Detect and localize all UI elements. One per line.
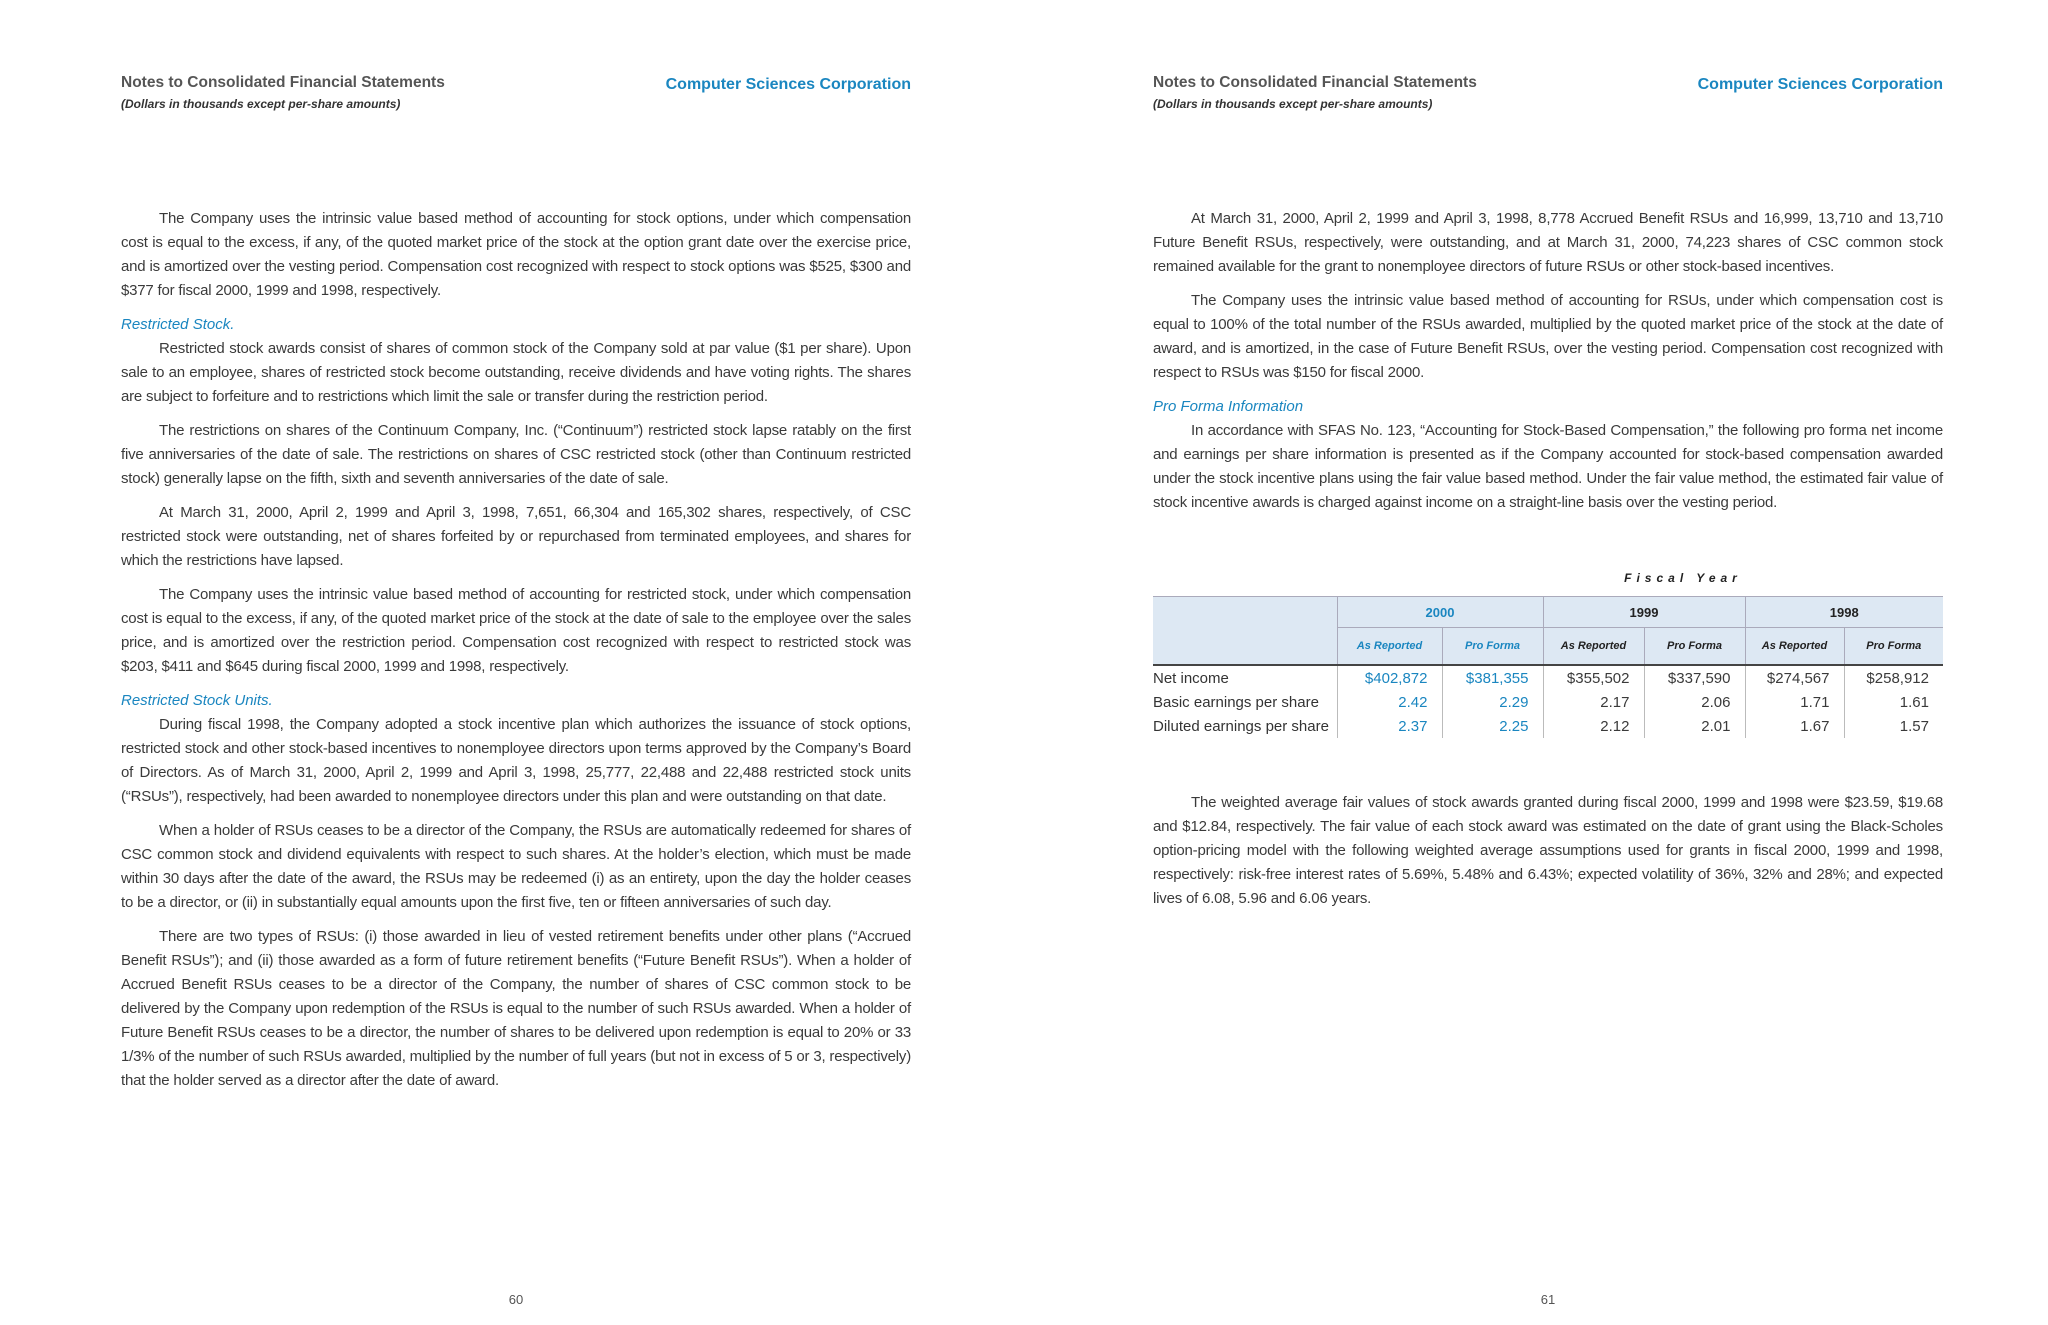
right-body-text-after-table — [1153, 791, 1943, 921]
right-page — [1153, 0, 1943, 1325]
column-header: Pro Forma — [1644, 628, 1745, 666]
paragraph: The Company uses the intrinsic value based method of accounting for restricted stock, under which compensation cost is equal to the excess, if any, of the quoted market price of the stock at the date of sale to the employee over the sales price, and is amortized over the restriction period. Compensation cost recognized with respect to restricted stock was $203, $411 and $645 during fiscal 2000, 1999 and 1998, respectively. — [121, 586, 911, 675]
header-subtitle: (Dollars in thousands except per-share amounts) — [121, 97, 401, 111]
year-header-row — [1153, 597, 1943, 628]
table-cell: $381,355 — [1442, 665, 1543, 690]
table-cell: 1.61 — [1844, 690, 1943, 714]
paragraph: The weighted average fair values of stock awards granted during fiscal 2000, 1999 and 1998 were $23.59, $19.68 and $12.84, respectively. The fair value of each stock award was estimated on the date of grant using the Black-Scholes option-pricing model with the following weighted average assumptions used for grants in fiscal 2000, 1999 and 1998, respectively: risk-free interest rates of 5.69%, 5.48% and 6.43%; expected volatility of 36%, 32% and 28%; and expected lives of 6.08, 5.96 and 6.06 years. — [1153, 794, 1943, 907]
year-header-1998: 1998 — [1745, 597, 1943, 628]
blank-header-cell — [1153, 628, 1337, 666]
page-number: 61 — [1540, 1292, 1556, 1307]
header-subtitle: (Dollars in thousands except per-share amounts) — [1153, 97, 1433, 111]
table-cell: $337,590 — [1644, 665, 1745, 690]
column-header: As Reported — [1745, 628, 1844, 666]
section-heading: Restricted Stock Units. — [121, 692, 273, 709]
column-header: Pro Forma — [1442, 628, 1543, 666]
page-header — [121, 74, 445, 111]
table-cell: 2.25 — [1442, 714, 1543, 738]
column-header: As Reported — [1543, 628, 1644, 666]
row-label: Diluted earnings per share — [1153, 717, 1329, 735]
section-heading: Pro Forma Information — [1153, 398, 1304, 415]
table-cell: 1.57 — [1844, 714, 1943, 738]
table-cell: $258,912 — [1844, 665, 1943, 690]
table-cell: 2.12 — [1543, 714, 1644, 738]
year-header-2000: 2000 — [1337, 597, 1543, 628]
blank-header-cell — [1153, 597, 1337, 628]
paragraph: There are two types of RSUs: (i) those awarded in lieu of vested retirement benefits under other plans (“Accrued Benefit RSUs”); and (ii) those awarded as a form of future retirement benefits (“Future Benefit RSUs”). When a holder of Accrued Benefit RSUs ceases to be a director of the Company, the number of shares of CSC common stock to be delivered by the Company upon redemption of the RSUs is equal to the number of such RSUs awarded. When a holder of Future Benefit RSUs ceases to be a director, the number of shares to be delivered upon redemption is equal to 20% or 33 1/3% of the number of such RSUs awarded, multiplied by the number of full years (but not in excess of 5 or 3, respectively) that the holder served as a director after the date of award. — [121, 928, 911, 1089]
paragraph: During fiscal 1998, the Company adopted a stock incentive plan which authorizes the issuance of stock options, restricted stock and other stock-based incentives to nonemployee directors upon terms approved by the Company’s Board of Directors. As of March 31, 2000, April 2, 1999 and April 3, 1998, 25,777, 22,488 and 22,488 restricted stock units (“RSUs”), respectively, had been awarded to nonemployee directors under this plan and were outstanding on that date. — [121, 716, 911, 805]
column-header: As Reported — [1337, 628, 1442, 666]
table-row — [1153, 665, 1943, 690]
table-row — [1153, 690, 1943, 714]
left-page — [121, 0, 911, 1325]
paragraph: The Company uses the intrinsic value based method of accounting for RSUs, under which compensation cost is equal to 100% of the total number of the RSUs awarded, multiplied by the quoted market price of the stock at the date of award, and is amortized, in the case of Future Benefit RSUs, over the vesting period. Compensation cost recognized with respect to RSUs was $150 for fiscal 2000. — [1153, 292, 1943, 381]
section-heading: Restricted Stock. — [121, 316, 235, 333]
header-title: Notes to Consolidated Financial Statements — [1153, 74, 1477, 91]
table-cell: 2.37 — [1337, 714, 1442, 738]
table-cell: 2.06 — [1644, 690, 1745, 714]
table-row — [1153, 714, 1943, 738]
page-header — [1153, 74, 1477, 111]
paragraph: At March 31, 2000, April 2, 1999 and April 3, 1998, 8,778 Accrued Benefit RSUs and 16,999, 13,710 and 13,710 Future Benefit RSUs, respectively, were outstanding, and at March 31, 2000, 74,223 shares of CSC common stock remained available for the grant to nonemployee directors of future RSUs or other stock-based incentives. — [1153, 210, 1943, 275]
header-corporation: Computer Sciences Corporation — [665, 76, 911, 93]
pro-forma-table — [1153, 596, 1943, 738]
paragraph: In accordance with SFAS No. 123, “Accounting for Stock-Based Compensation,” the following pro forma net income and earnings per share information is presented as if the Company accounted for stock-based compensation awarded under the stock incentive plans using the fair value based method. Under the fair value method, the estimated fair value of stock incentive awards is charged against income on a straight-line basis over the vesting period. — [1153, 422, 1943, 511]
header-title: Notes to Consolidated Financial Statements — [121, 74, 445, 91]
table-cell: 2.42 — [1337, 690, 1442, 714]
year-header-1999: 1999 — [1543, 597, 1745, 628]
page-number: 60 — [508, 1292, 524, 1307]
row-label: Basic earnings per share — [1153, 693, 1319, 711]
table-cell: $402,872 — [1337, 665, 1442, 690]
header-corporation: Computer Sciences Corporation — [1697, 76, 1943, 93]
paragraph: Restricted stock awards consist of shares of common stock of the Company sold at par value ($1 per share). Upon sale to an employee, shares of restricted stock become outstanding, receive dividends and have voting rights. The shares are subject to forfeiture and to restrictions which limit the sale or transfer during the restriction period. — [121, 340, 911, 405]
fiscal-year-label: Fiscal Year — [1624, 571, 1742, 585]
column-header: Pro Forma — [1844, 628, 1943, 666]
table-cell: 1.67 — [1745, 714, 1844, 738]
table-cell: 2.29 — [1442, 690, 1543, 714]
left-body-text — [121, 207, 911, 1103]
table-cell: $274,567 — [1745, 665, 1844, 690]
paragraph: The Company uses the intrinsic value based method of accounting for stock options, under which compensation cost is equal to the excess, if any, of the quoted market price of the stock at the option grant date over the exercise price, and is amortized over the vesting period. Compensation cost recognized with respect to stock options was $525, $300 and $377 for fiscal 2000, 1999 and 1998, respectively. — [121, 210, 911, 299]
right-body-text — [1153, 207, 1943, 525]
paragraph: When a holder of RSUs ceases to be a director of the Company, the RSUs are automatically redeemed for shares of CSC common stock and dividend equivalents with respect to such shares. At the holder’s election, which must be made within 30 days after the date of the award, the RSUs may be redeemed (i) as an entirety, upon the day the holder ceases to be a director, or (ii) in substantially equal amounts upon the first five, ten or fifteen anniversaries of such day. — [121, 822, 911, 911]
paragraph: The restrictions on shares of the Continuum Company, Inc. (“Continuum”) restricted stock lapse ratably on the first five anniversaries of the date of sale. The restrictions on shares of CSC restricted stock (other than Continuum restricted stock) generally lapse on the fifth, sixth and seventh anniversaries of the date of sale. — [121, 422, 911, 487]
table-cell: 2.01 — [1644, 714, 1745, 738]
table-cell: $355,502 — [1543, 665, 1644, 690]
table-cell: 2.17 — [1543, 690, 1644, 714]
table-cell: 1.71 — [1745, 690, 1844, 714]
row-label: Net income — [1153, 669, 1229, 687]
paragraph: At March 31, 2000, April 2, 1999 and April 3, 1998, 7,651, 66,304 and 165,302 shares, respectively, of CSC restricted stock were outstanding, net of shares forfeited by or repurchased from terminated employees, and shares for which the restrictions have lapsed. — [121, 504, 911, 569]
column-header-row — [1153, 628, 1943, 666]
